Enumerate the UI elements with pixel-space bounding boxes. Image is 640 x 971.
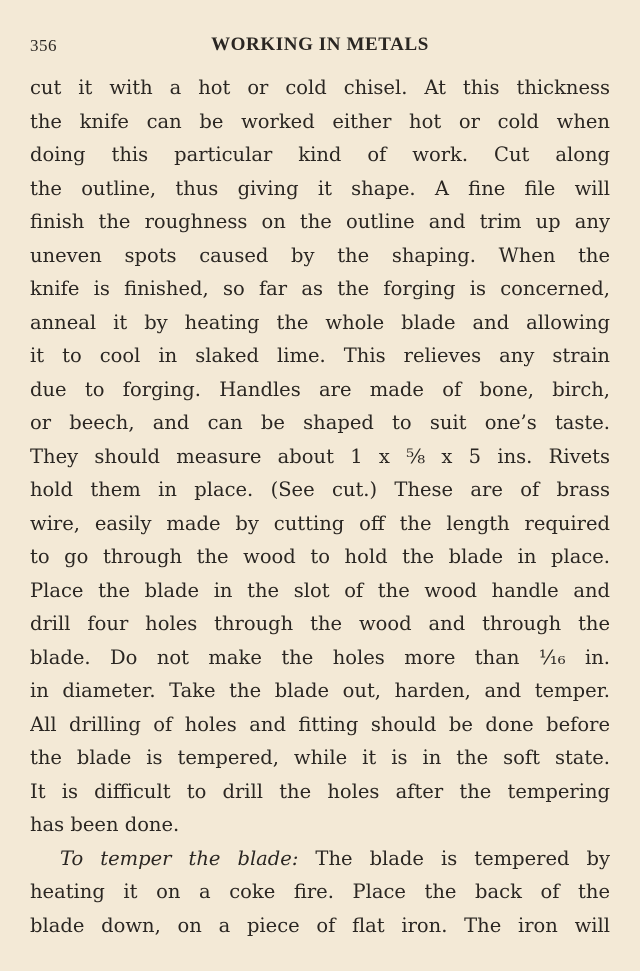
paragraph-first-line <box>30 842 610 876</box>
page-number: 356 <box>30 36 57 55</box>
text-line: in diameter. Take the blade out, harden, and temper. <box>30 679 610 702</box>
text-line: to go through the wood to hold the blade in place. <box>30 545 610 568</box>
text-line: doing this particular kind of work. Cut along <box>30 143 610 166</box>
text-line: heating it on a coke fire. Place the back of the <box>30 880 610 903</box>
text-line: uneven spots caused by the shaping. When the <box>30 243 610 267</box>
text-line: Place the blade in the slot of the wood handle and <box>30 578 610 602</box>
first-line-rest: The blade is tempered by <box>298 846 610 870</box>
text-line: cut it with a hot or cold chisel. At this thickness <box>30 76 610 99</box>
text-line: hold them in place. (See cut.) These are of brass <box>30 478 610 501</box>
italic-lead: To temper the blade: <box>60 846 299 870</box>
text-line: knife is finished, so far as the forging is concerned, <box>30 277 610 300</box>
text-line: It is difficult to drill the holes after the tempering <box>30 779 610 803</box>
body-text <box>30 71 610 942</box>
text-line: the outline, thus giving it shape. A fine file will <box>30 176 610 200</box>
running-head: WORKING IN METALS <box>211 34 429 55</box>
text-line: has been done. <box>30 813 180 836</box>
text-line: drill four holes through the wood and through the <box>30 612 610 635</box>
text-line: All drilling of holes and fitting should be done before <box>30 712 610 736</box>
text-line: blade down, on a piece of flat iron. The iron will <box>30 913 610 937</box>
page-header <box>30 34 610 60</box>
text-line: or beech, and can be shaped to suit one’s taste. <box>30 411 610 434</box>
text-line: They should measure about 1 x ⅝ x 5 ins. Rivets <box>30 444 610 468</box>
text-line: wire, easily made by cutting off the length required <box>30 511 610 535</box>
text-line: anneal it by heating the whole blade and allowing <box>30 310 610 334</box>
text-line: due to forging. Handles are made of bone, birch, <box>30 377 610 401</box>
text-line: the blade is tempered, while it is in the soft state. <box>30 746 610 769</box>
text-line: it to cool in slaked lime. This relieves any strain <box>30 344 610 367</box>
text-line: the knife can be worked either hot or cold when <box>30 109 610 133</box>
text-line: finish the roughness on the outline and trim up any <box>30 210 610 233</box>
text-line: blade. Do not make the holes more than ¹⁄₁₆ in. <box>30 645 610 669</box>
